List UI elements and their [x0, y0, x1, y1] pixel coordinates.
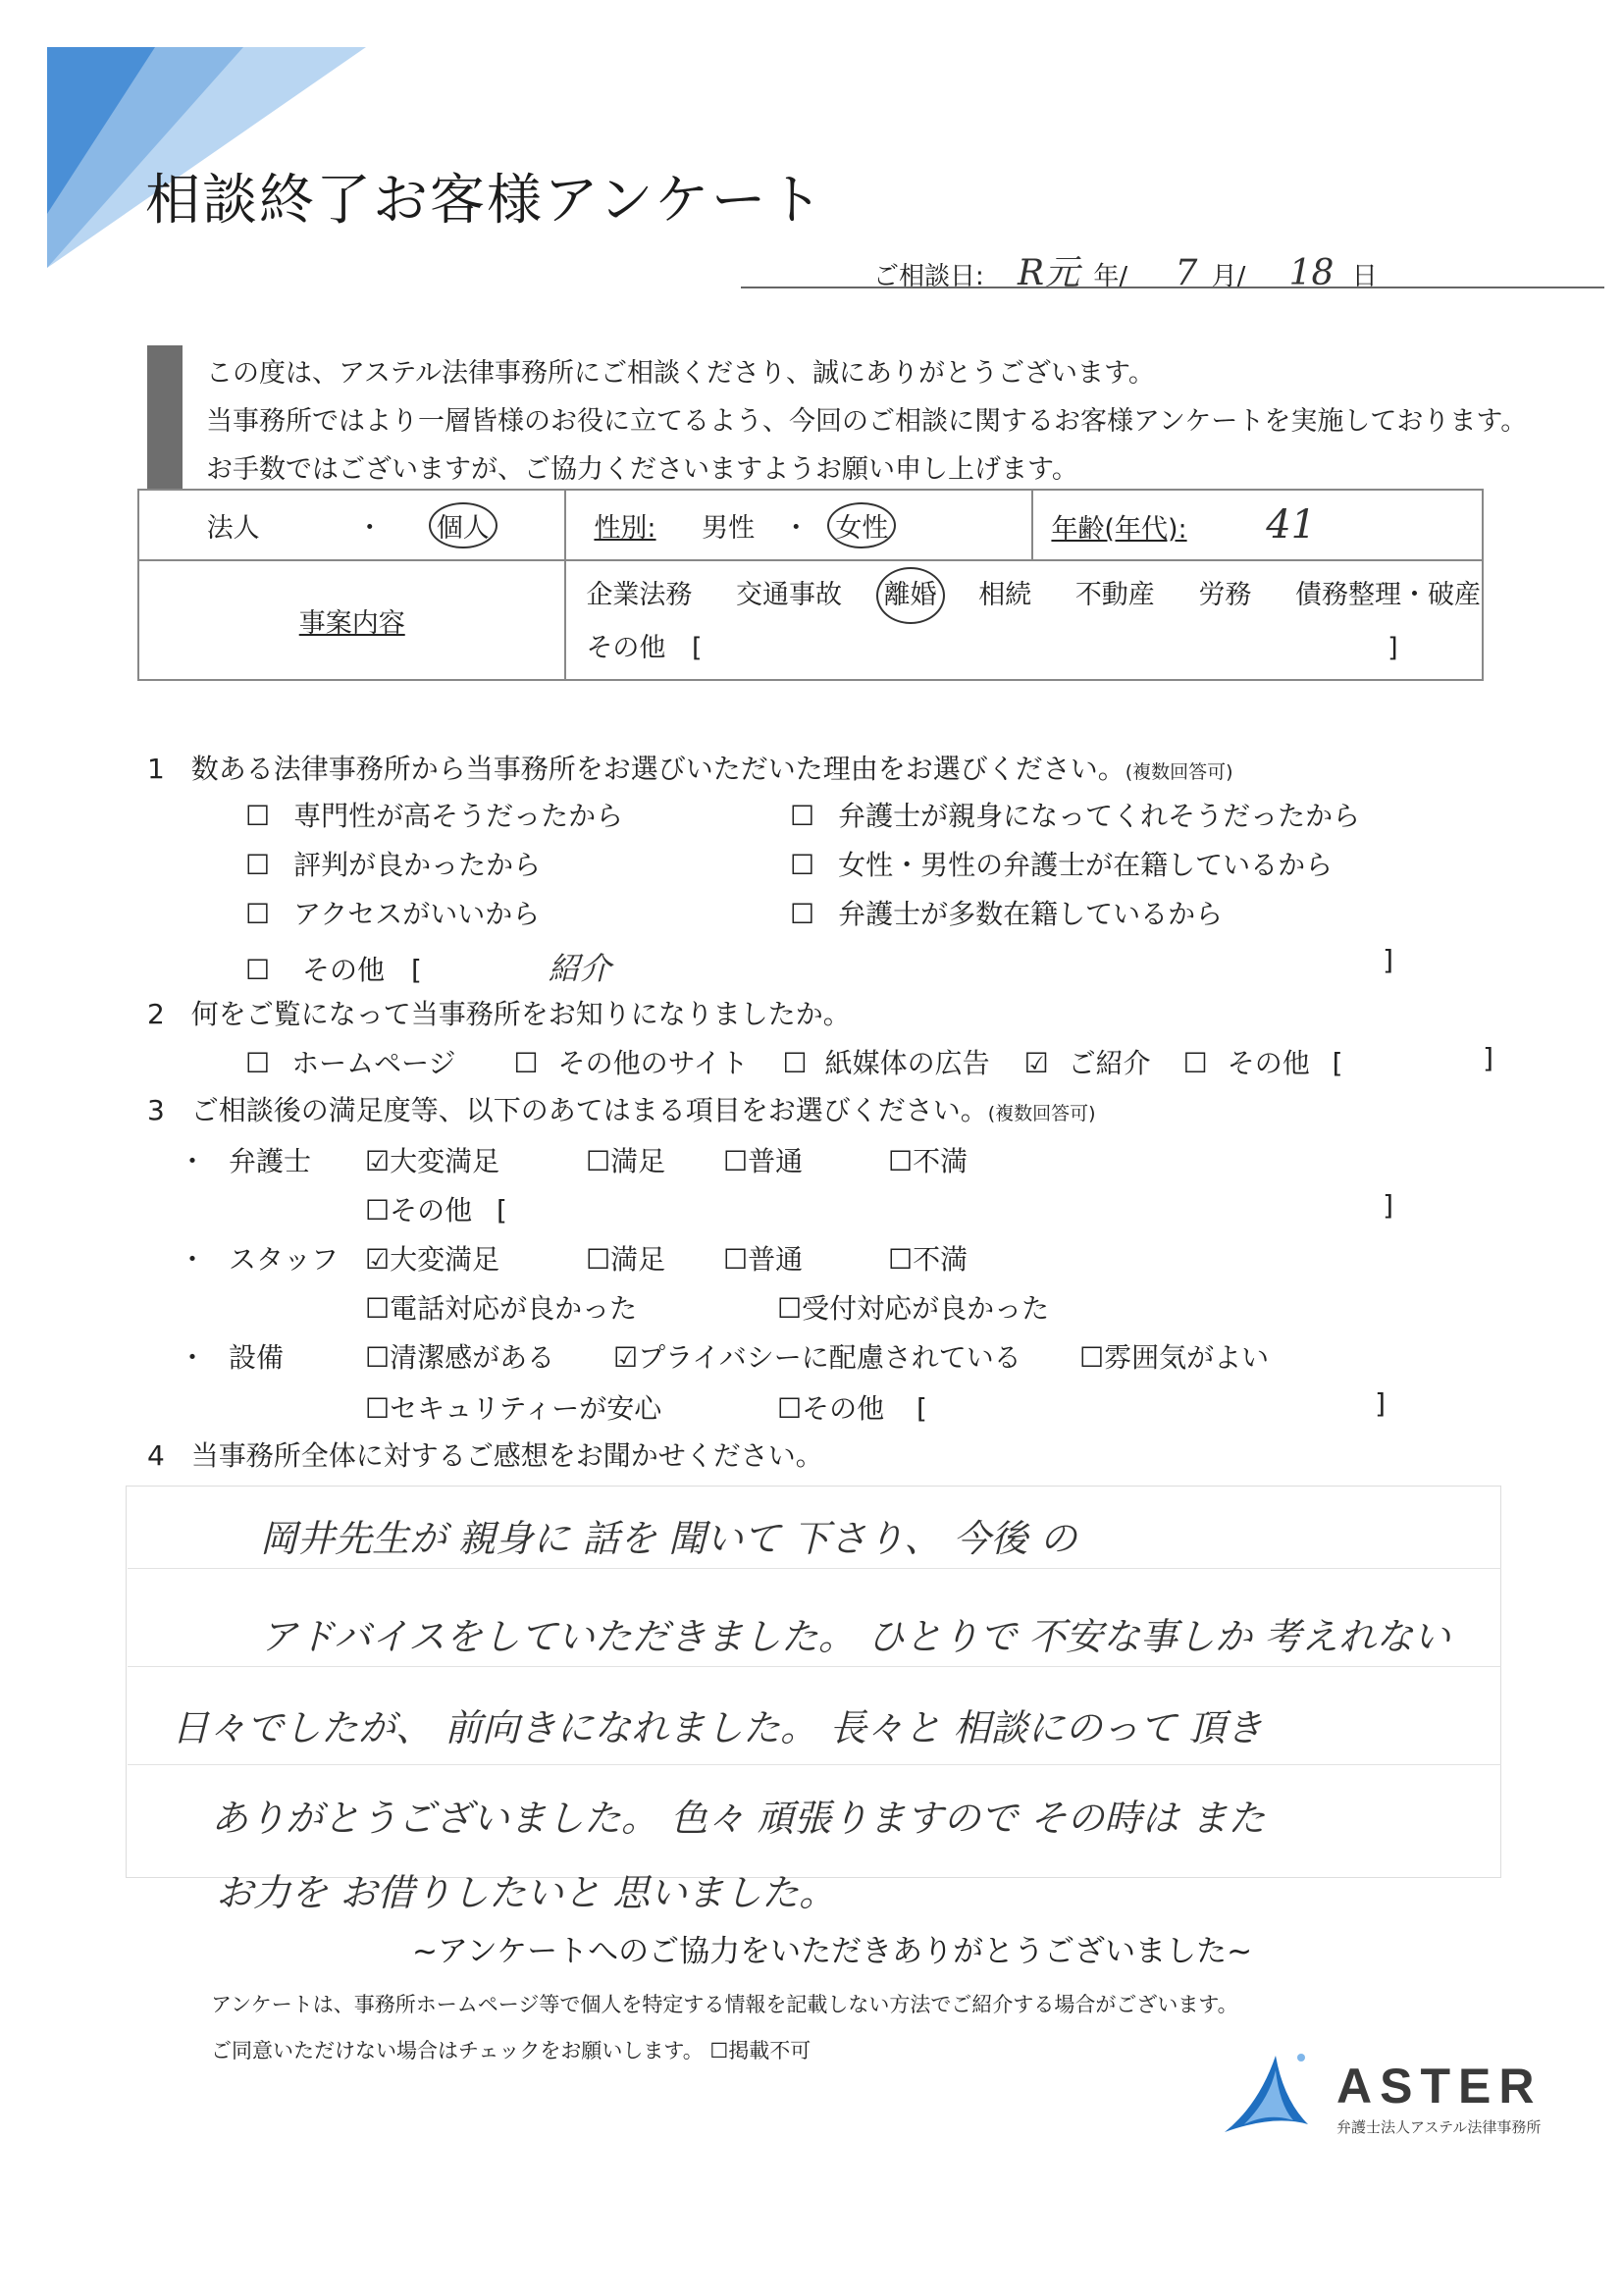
consent-note	[211, 2035, 811, 2064]
checkbox-icon[interactable]: ☐	[782, 1047, 808, 1079]
case-option: 交通事故	[736, 580, 843, 610]
q1-other-row[interactable]	[245, 944, 1393, 989]
option-label: 評判が良かったから	[293, 849, 542, 881]
q1-option[interactable]	[790, 844, 1333, 883]
q3-bullet: ・	[179, 1341, 207, 1374]
intro-line: この度は、アステル法律事務所にご相談くださり、誠にありがとうございます。	[206, 358, 1155, 389]
checkbox-icon[interactable]: ☐	[365, 1292, 391, 1325]
q3-staff-extra[interactable]	[365, 1287, 637, 1327]
date-day-unit: 日	[1351, 262, 1378, 291]
checkbox-icon[interactable]: ☐	[245, 898, 271, 930]
checkbox-icon[interactable]: ☐	[723, 1243, 749, 1276]
logo-mark-icon	[1215, 2046, 1313, 2144]
case-options-cell	[565, 560, 1483, 680]
logo-name: ASTER	[1336, 2059, 1543, 2113]
checkbox-icon[interactable]: ☐	[245, 1047, 271, 1079]
option-label: セキュリティーが安心	[390, 1392, 662, 1425]
option-label: 女性・男性の弁護士が在籍しているから	[838, 849, 1334, 881]
option-label: 清潔感がある	[390, 1341, 555, 1374]
bracket-close: ]	[1383, 944, 1393, 976]
q3-staff-option[interactable]	[365, 1238, 499, 1278]
checkbox-icon[interactable]: ☐	[513, 1047, 539, 1079]
comment-line: お力を お借りしたいと 思いました。	[216, 1871, 837, 1914]
q3-staff-extra[interactable]	[777, 1287, 1049, 1327]
comment-line: 岡井先生が 親身に 話を 聞いて 下さり、 今後 の	[260, 1517, 1077, 1560]
option-label: 雰囲気がよい	[1104, 1341, 1270, 1374]
case-option: 債務整理・破産	[1295, 580, 1481, 610]
option-label: 専門性が高そうだったから	[293, 800, 624, 832]
q4-text: 当事務所全体に対するご感想をお聞かせください。	[190, 1439, 823, 1472]
option-label: 満足	[610, 1145, 666, 1177]
date-year-unit: 年/	[1093, 262, 1128, 291]
option-label: プライバシーに配慮されている	[638, 1341, 1021, 1374]
checkbox-icon[interactable]: ☐	[709, 2039, 729, 2062]
date-month-unit: 月/	[1211, 262, 1246, 291]
q3-lawyer-label: 弁護士	[229, 1145, 312, 1177]
question-2	[147, 993, 851, 1032]
checkbox-icon[interactable]: ☐	[245, 800, 271, 832]
page-title: 相談終了お客様アンケート	[145, 169, 825, 233]
q2-option: 紙媒体の広告	[824, 1047, 990, 1079]
checkbox-icon[interactable]: ☑	[1023, 1047, 1049, 1079]
option-label: その他	[802, 1392, 885, 1425]
q3-facility-option[interactable]	[365, 1336, 554, 1376]
q2-option: その他	[1227, 1047, 1310, 1079]
q4-number: 4	[147, 1439, 165, 1472]
checkbox-icon[interactable]: ☐	[888, 1145, 914, 1177]
q3-staff-option[interactable]	[888, 1238, 968, 1278]
q2-options	[245, 1042, 1493, 1081]
q3-lawyer-other[interactable]	[365, 1189, 1393, 1228]
intro-line: お手数ではございますが、ご協力くださいますようお願い申し上げます。	[206, 454, 1078, 485]
checkbox-icon[interactable]: ☑	[365, 1243, 391, 1276]
option-label: 満足	[610, 1243, 666, 1276]
gender-dot: ・	[782, 512, 810, 544]
q3-bullet: ・	[179, 1145, 207, 1177]
q3-lawyer-option[interactable]	[723, 1140, 803, 1179]
checkbox-icon[interactable]: ☐	[365, 1194, 391, 1226]
date-underline	[741, 287, 1604, 288]
entity-cell	[138, 490, 565, 560]
case-option: 企業法務	[586, 580, 693, 610]
aster-logo	[1215, 2046, 1568, 2154]
checkbox-icon[interactable]: ☐	[790, 898, 815, 930]
checkbox-icon[interactable]: ☐	[888, 1243, 914, 1276]
q2-text: 何をご覧になって当事務所をお知りになりましたか。	[190, 998, 851, 1030]
logo-subtitle: 弁護士法人アステル法律事務所	[1336, 2118, 1542, 2136]
checkbox-icon[interactable]: ☐	[365, 1392, 391, 1425]
comment-rule	[128, 1568, 1501, 1569]
no-publish-label: 掲載不可	[728, 2039, 812, 2062]
q1-other-value: 紹介	[548, 950, 611, 987]
date-month: 7	[1175, 253, 1198, 293]
q3-facility-option[interactable]	[1079, 1336, 1269, 1376]
question-1	[147, 748, 1233, 787]
q3-staff-option[interactable]	[723, 1238, 803, 1278]
checkbox-icon[interactable]: ☐	[586, 1243, 611, 1276]
bracket-close: ]	[1483, 1042, 1493, 1074]
bracket-open: [	[916, 1392, 927, 1425]
checkbox-icon[interactable]: ☐	[245, 954, 271, 986]
entity-corp: 法人	[206, 512, 260, 544]
q3-facility-label: 設備	[229, 1341, 285, 1374]
case-option-selected: 離婚	[876, 567, 945, 624]
gender-female: 女性	[827, 502, 896, 548]
comment-line: ありがとうございました。 色々 頑張りますので その時は また	[211, 1797, 1266, 1840]
option-label: 普通	[748, 1145, 804, 1177]
case-other-label: その他	[586, 633, 666, 663]
disclosure-note: アンケートは、事務所ホームページ等で個人を特定する情報を記載しない方法でご紹介する場合がございます。	[211, 1993, 1238, 2016]
closing-message: ~アンケートへのご協力をいただきありがとうございました~	[412, 1934, 1253, 1969]
q1-other-label: その他	[302, 954, 386, 986]
bracket-open: [	[497, 1194, 507, 1226]
option-label: 受付対応が良かった	[802, 1292, 1050, 1325]
q3-text: ご相談後の満足度等、以下のあてはまる項目をお選びください。	[190, 1094, 988, 1126]
checkbox-icon[interactable]: ☐	[777, 1292, 803, 1325]
q3-lawyer-option[interactable]	[888, 1140, 968, 1179]
q3-facility-option[interactable]	[365, 1387, 661, 1427]
checkbox-icon[interactable]: ☐	[586, 1145, 611, 1177]
option-label: 弁護士が親身になってくれそうだったから	[838, 800, 1361, 832]
comment-line: 日々でしたが、 前向きになれました。 長々と 相談にのって 頂き	[172, 1706, 1263, 1749]
intro-bar	[147, 345, 183, 491]
option-label: 大変満足	[390, 1145, 500, 1177]
bracket-open: [	[410, 954, 422, 986]
q3-lawyer-option[interactable]	[586, 1140, 665, 1179]
comment-rule	[128, 1666, 1501, 1667]
bracket-close: ]	[1383, 1189, 1393, 1222]
q3-facility-other[interactable]	[777, 1387, 1386, 1427]
checkbox-icon[interactable]: ☐	[1182, 1047, 1208, 1079]
option-label: その他	[390, 1194, 473, 1226]
bracket-open: [	[1332, 1047, 1343, 1079]
age-cell	[1032, 490, 1483, 560]
date-label: ご相談日:	[873, 262, 984, 291]
question-3	[147, 1089, 1096, 1128]
gender-male: 男性	[702, 512, 756, 544]
option-label: 不満	[913, 1243, 969, 1276]
q3-number: 3	[147, 1094, 165, 1126]
q1-option[interactable]	[790, 795, 1360, 834]
date-era-year: R元	[1018, 253, 1080, 293]
q2-option: その他のサイト	[557, 1047, 749, 1079]
q3-staff-option[interactable]	[586, 1238, 665, 1278]
q3-lawyer-option[interactable]	[365, 1140, 499, 1179]
q3-staff-label: スタッフ	[229, 1243, 340, 1276]
case-option: 相続	[978, 580, 1032, 610]
checkbox-icon[interactable]: ☐	[777, 1392, 803, 1425]
bracket-close: ]	[1387, 633, 1398, 663]
entity-dot: ・	[356, 512, 384, 544]
comment-line: アドバイスをしていただきました。 ひとりで 不安な事しか 考えれない	[260, 1615, 1451, 1658]
question-4	[147, 1435, 823, 1474]
case-option: 不動産	[1074, 580, 1155, 610]
checkbox-icon[interactable]: ☐	[723, 1145, 749, 1177]
q1-text: 数ある法律事務所から当事務所をお選びいただいた理由をお選びください。	[190, 753, 1126, 785]
q2-number: 2	[147, 998, 165, 1030]
age-value: 41	[1266, 502, 1317, 548]
case-label: 事案内容	[298, 607, 405, 639]
option-label: 不満	[913, 1145, 969, 1177]
q3-note: (複数回答可)	[987, 1103, 1096, 1124]
intro-text	[206, 349, 1527, 494]
intro-line: 当事務所ではより一層皆様のお役に立てるよう、今回のご相談に関するお客様アンケートを実施しております。	[206, 406, 1528, 437]
date-day: 18	[1288, 253, 1335, 293]
option-label: 弁護士が多数在籍しているから	[838, 898, 1224, 930]
checkbox-icon[interactable]: ☐	[365, 1341, 391, 1374]
q3-bullet: ・	[179, 1243, 207, 1276]
checkbox-icon[interactable]: ☐	[1079, 1341, 1105, 1374]
option-label: 大変満足	[390, 1243, 500, 1276]
q3-facility-option[interactable]	[613, 1336, 1021, 1376]
q1-note: (複数回答可)	[1125, 761, 1233, 783]
comment-rule	[128, 1764, 1501, 1765]
bracket-open: [	[692, 633, 703, 663]
gender-cell	[565, 490, 1032, 560]
q1-option[interactable]	[245, 893, 540, 932]
q1-number: 1	[147, 753, 165, 785]
bracket-close: ]	[1375, 1387, 1386, 1420]
option-label: 普通	[748, 1243, 804, 1276]
entity-individual: 個人	[429, 502, 497, 548]
q1-option[interactable]	[790, 893, 1223, 932]
q1-option[interactable]	[245, 795, 623, 834]
checkbox-icon[interactable]: ☐	[245, 849, 271, 881]
consent-text: ご同意いただけない場合はチェックをお願いします。	[211, 2039, 704, 2062]
age-label: 年齢(年代):	[1051, 514, 1187, 545]
q2-option: ホームページ	[291, 1047, 456, 1079]
case-label-cell	[138, 560, 565, 680]
q1-option[interactable]	[245, 844, 541, 883]
q2-option-selected: ご紹介	[1068, 1047, 1151, 1079]
checkbox-icon[interactable]: ☑	[365, 1145, 391, 1177]
info-table	[137, 489, 1484, 681]
gender-label: 性別:	[594, 512, 656, 544]
checkbox-icon[interactable]: ☐	[790, 800, 815, 832]
checkbox-icon[interactable]: ☐	[790, 849, 815, 881]
option-label: 電話対応が良かった	[390, 1292, 638, 1325]
option-label: アクセスがいいから	[293, 898, 541, 930]
case-option: 労務	[1198, 580, 1252, 610]
checkbox-icon[interactable]: ☑	[613, 1341, 639, 1374]
